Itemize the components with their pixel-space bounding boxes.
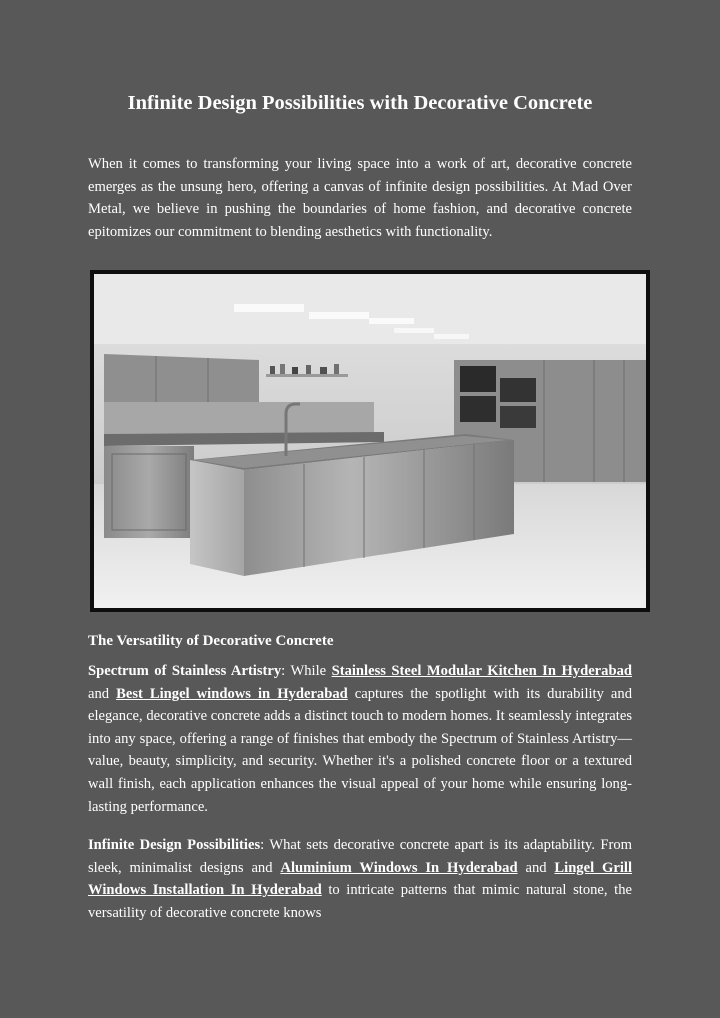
paragraph-text: captures the spotlight with its durability and elegance, decorative concrete adds a distinct touch to modern homes. It seamlessly integrates into any space, offering a range of finishes that embody the Spectrum of Stainless Artistry—value, beauty, simplicity, and security. Whether it's a polished concrete floor or a textured wall finish, each application enhances the visual appeal of your home while ensuring long-lasting performance. [88, 685, 632, 815]
paragraph-lead: Infinite Design Possibilities [88, 837, 261, 853]
kitchen-photo [90, 270, 650, 612]
page-title: Infinite Design Possibilities with Decorative Concrete [127, 92, 593, 114]
intro-paragraph: When it comes to transforming your living space into a work of art, decorative concrete emerges as the unsung hero, offering a canvas of infinite design possibilities. At Mad Over Metal, we believe in pushing the boundaries of home fashion, and decorative concrete epitomizes our commitment to blending aesthetics with functionality. [88, 156, 632, 240]
paragraph-lead: Spectrum of Stainless Artistry [88, 663, 282, 679]
stainless-kitchen-link[interactable]: Stainless Steel Modular Kitchen In Hyderabad [331, 663, 632, 679]
aluminium-windows-link[interactable]: Aluminium Windows In Hyderabad [280, 859, 518, 876]
kitchen-photo-illustration [94, 274, 646, 608]
paragraph-text: : What sets decorative concrete apart is its adaptability. From sleek, minimalist designs and [88, 837, 633, 876]
section-heading: The Versatility of Decorative Concrete [88, 633, 334, 649]
lingel-grill-windows-link[interactable]: Lingel Grill Windows Installation In Hyderabad [88, 859, 633, 899]
paragraph-stainless-artistry [88, 660, 632, 818]
paragraph-text: to intricate patterns that mimic natural stone, the versatility of decorative concrete knows [88, 882, 632, 921]
paragraph-text: and [517, 859, 555, 876]
paragraph-design-possibilities [88, 834, 632, 924]
lingel-windows-link[interactable]: Best Lingel windows in Hyderabad [116, 685, 348, 702]
paragraph-text: : While [281, 663, 332, 679]
paragraph-text: and [88, 685, 117, 702]
